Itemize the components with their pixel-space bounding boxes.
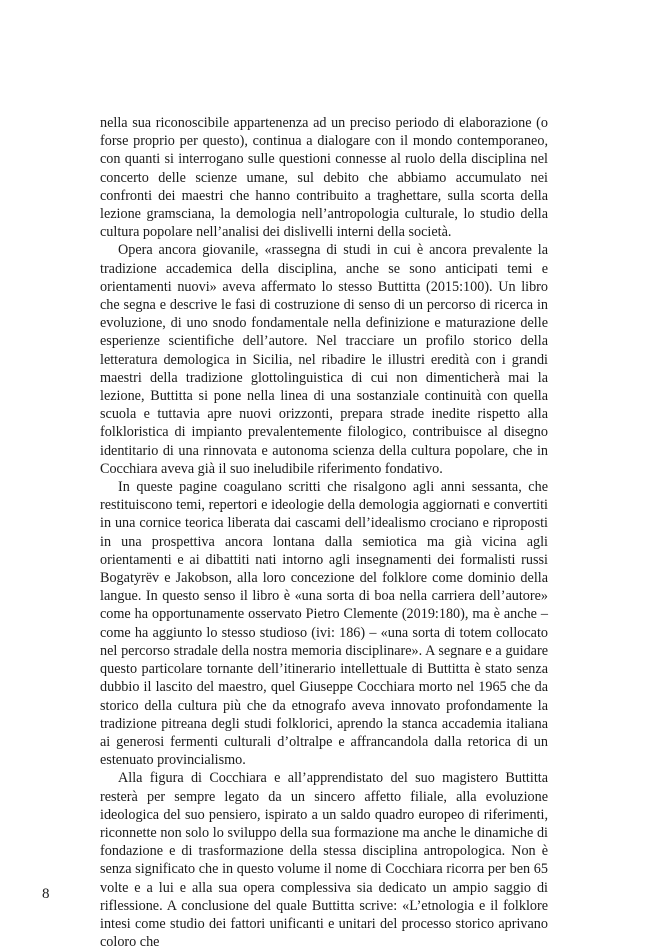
text-body — [100, 114, 548, 951]
page-number: 8 — [42, 886, 50, 902]
paragraph-4: Alla figura di Cocchiara e all’apprendistato del suo magistero Buttitta resterà per sempre legato da un sincero affetto filiale, alla evoluzione ideologica del suo pensiero, ispirato a un saldo quadro europeo di riferimenti, riconnette non solo lo sviluppo della sua formazione ma anche le dinamiche di fondazione e di trasformazione della stessa disciplina antropologica. Non è senza significato che in questo volume il nome di Cocchiara ricorra per ben 65 volte e a lui e alla sua opera complessiva sia dedicato un ampio saggio di riflessione. A conclusione del quale Buttitta scrive: «L’etnologia e il folklore intesi come studio dei fattori unificanti e unitari del processo storico aprivano coloro che — [100, 770, 548, 951]
paragraph-2: Opera ancora giovanile, «rassegna di studi in cui è ancora prevalente la tradizione accademica della disciplina, anche se sono anticipati temi e orientamenti nuovi» aveva affermato lo stesso Buttitta (2015:100). Un libro che segna e descrive le fasi di costruzione di senso di un percorso di ricerca in evoluzione, di uno snodo fondamentale nella definizione e maturazione delle esperienze scientifiche dell’autore. Nel tracciare un profilo storico della letteratura demologica in Sicilia, nel ribadire le illustri eredità con i grandi maestri della tradizione glottolinguistica di cui non dimenticherà mai la lezione, Buttitta si pone nella linea di una sostanziale continuità con quella scuola e tuttavia apre nuovi orizzonti, prepara strade inedite rispetto alla folkloristica di impianto prevalentemente filologico, contribuisce al disegno identitario di una rinnovata e autonoma scienza della cultura popolare, che in Cocchiara aveva già il suo ineludibile riferimento fondativo. — [100, 242, 548, 477]
paragraph-3: In queste pagine coagulano scritti che risalgono agli anni sessanta, che restituiscono temi, repertori e ideologie della demologia aggiornati e convertiti in una cornice teorica liberata dai cascami dell’idealismo crociano e riproposti in una prospettiva ancora lontana dalla semiotica ma già vicina agli orientamenti e ai dibattiti nati intorno agli insegnamenti dei formalisti russi Bogatyrëv e Jakobson, alla loro concezione del folklore come dominio della langue. In questo senso il libro è «una sorta di boa nella carriera dell’autore» come ha opportunamente osservato Pietro Clemente (2019:180), ma è anche – come ha aggiunto lo stesso studioso (ivi: 186) – «una sorta di totem collocato nel percorso stradale della nostra memoria disciplinare». A segnare e a guidare questo particolare tornante dell’itinerario intellettuale di Buttitta è stato senza dubbio il lascito del maestro, quel Giuseppe Cocchiara morto nel 1965 che da storico della cultura più che da etnografo aveva innovato profondamente la tradizione pitreana degli studi folklorici, aprendo la stanca accademia italiana ai generosi fermenti culturali d’oltralpe e affrancandola dalla retorica di un estenuato provincialismo. — [100, 479, 548, 769]
paragraph-1: nella sua riconoscibile appartenenza ad un preciso periodo di elaborazione (o forse proprio per questo), continua a dialogare con il mondo contemporaneo, con quanti si interrogano sulle questioni connesse al ruolo della disciplina nel concerto delle scienze umane, sul debito che abbiamo accumulato nei confronti dei maestri che hanno contribuito a traghettare, sulla scorta della lezione gramsciana, la demologia nell’antropologia culturale, lo studio della cultura popolare nell’analisi dei dislivelli interni della società. — [100, 115, 548, 241]
